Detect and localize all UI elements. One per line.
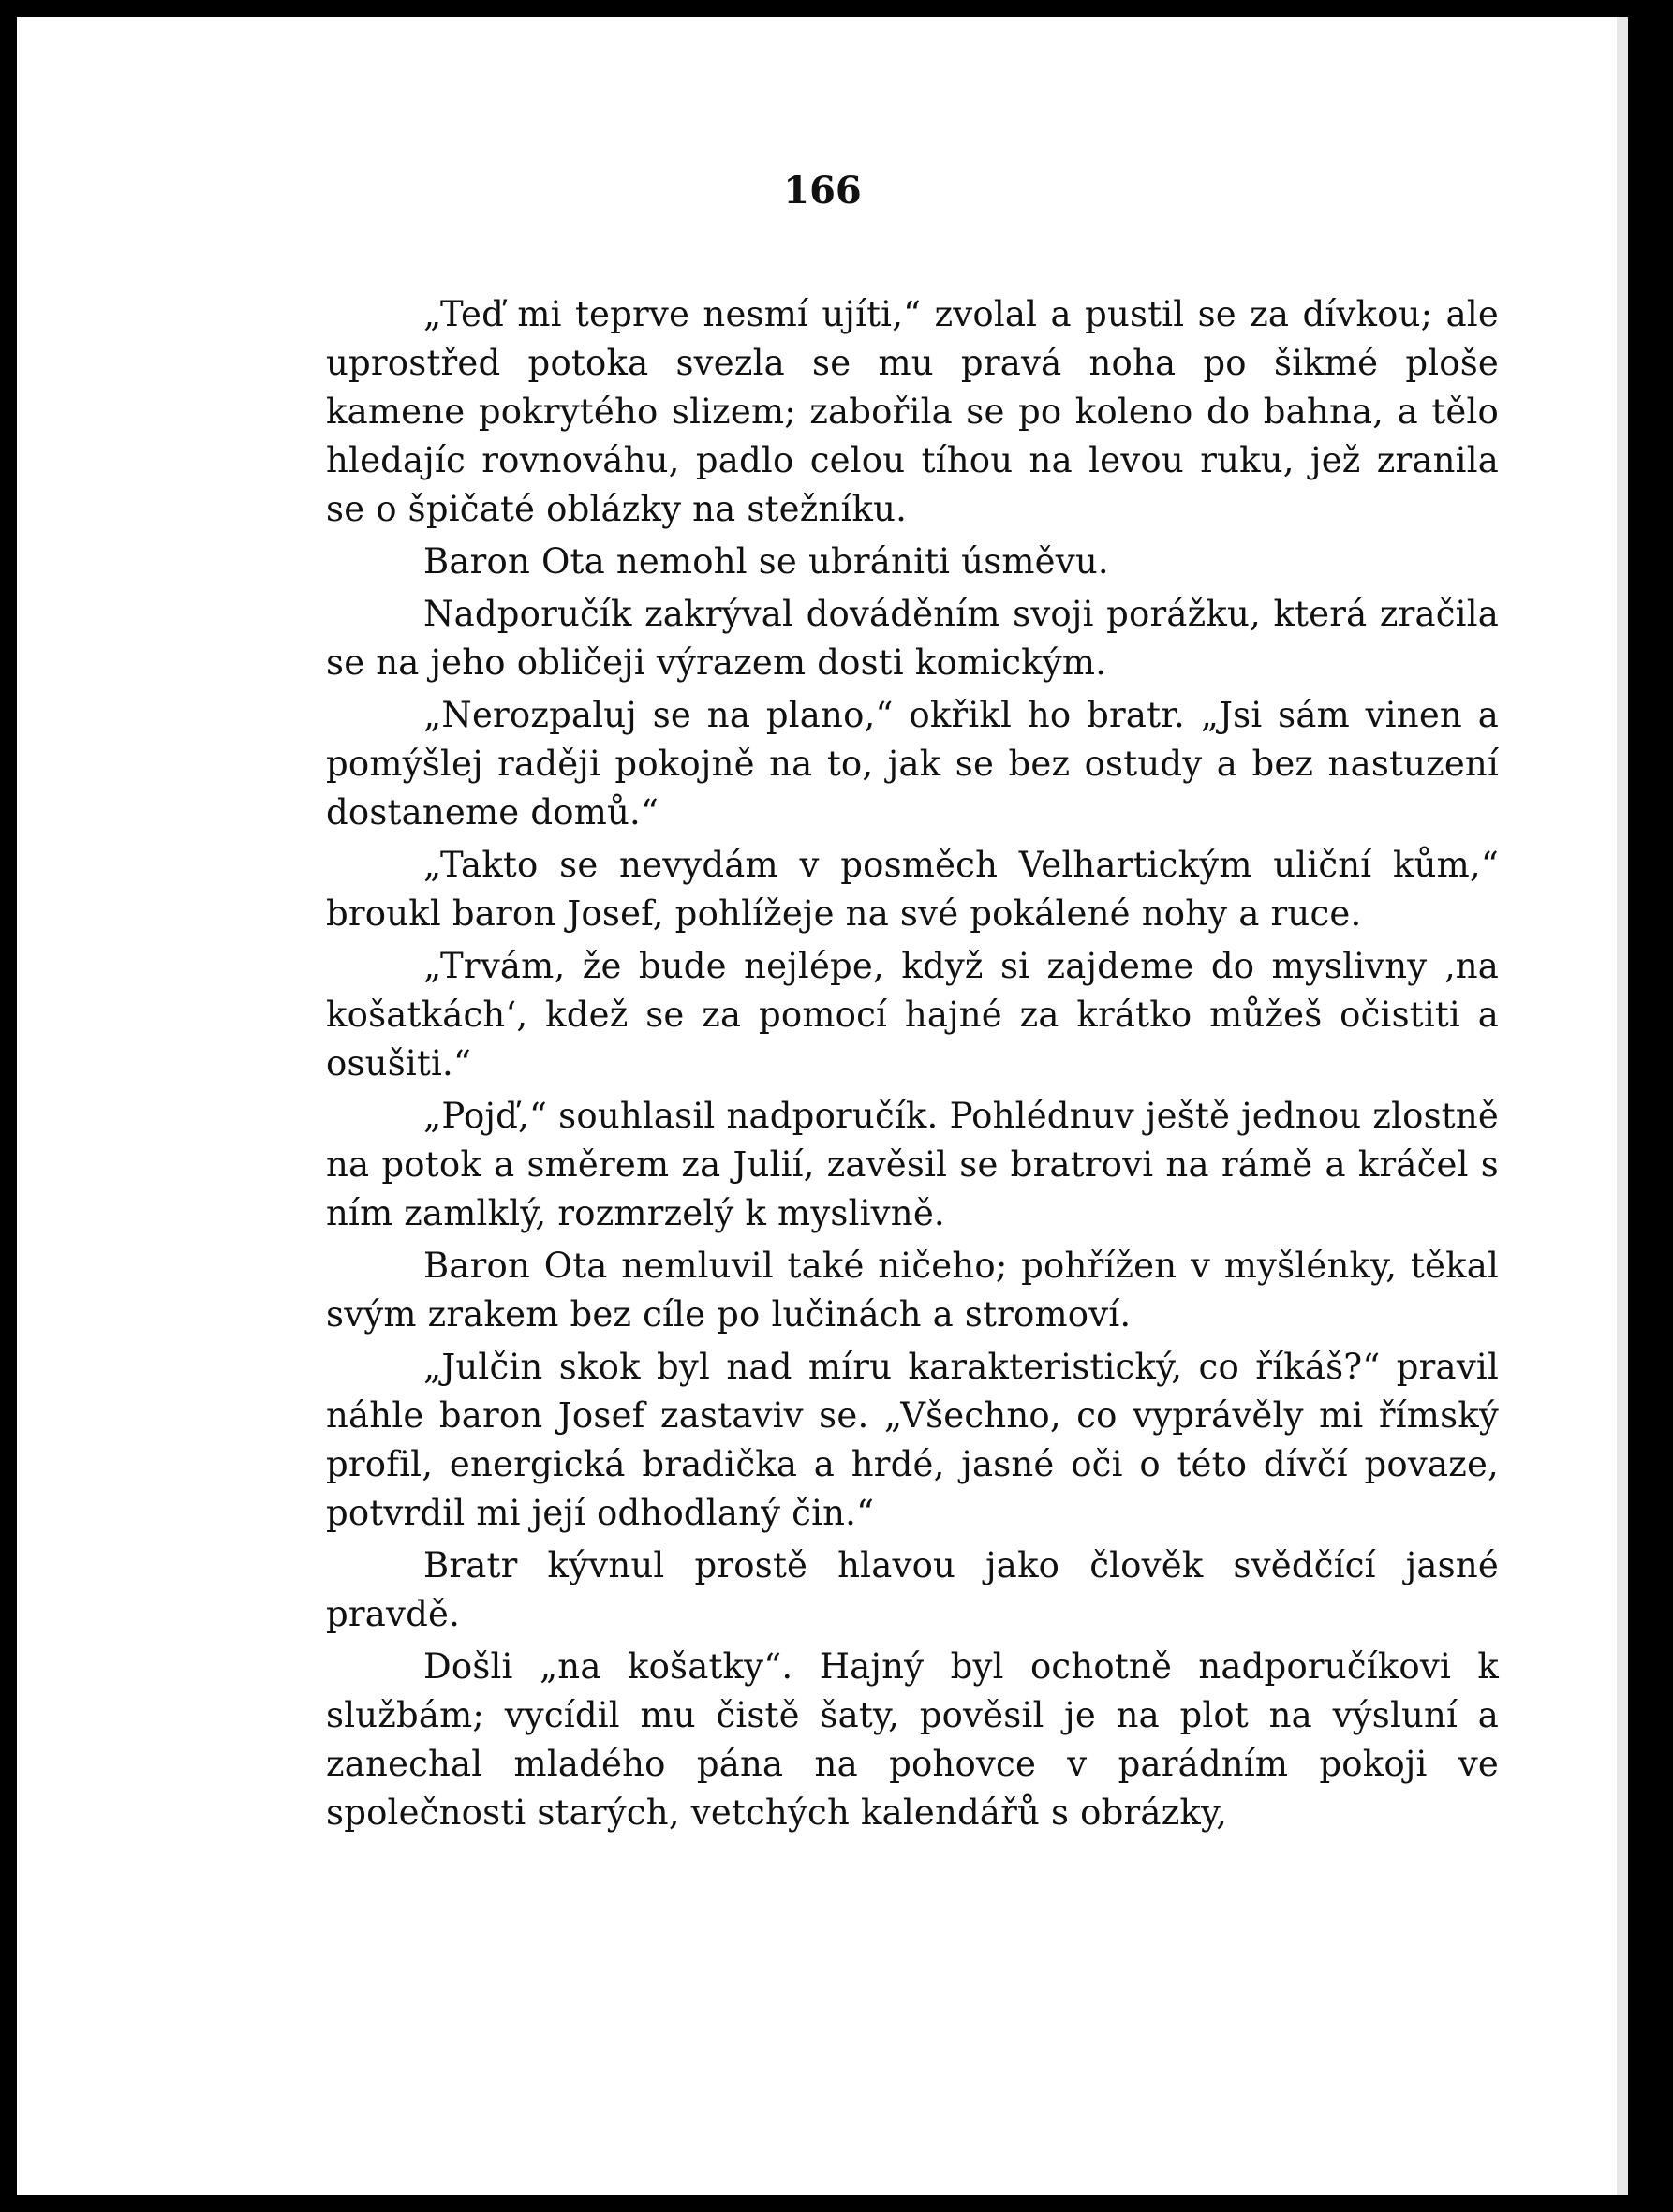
paragraph: „Nerozpaluj se na plano,“ okřikl ho bratr. „Jsi sám vinen a pomýšlej raději pokojně na to, jak se bez ostudy a bez nastuzení dostaneme domů.“ xyxy=(326,695,1499,833)
paragraph: Baron Ota nemluvil také ničeho; pohřížen v myšlénky, těkal svým zrakem bez cíle po lučinách a stromoví. xyxy=(326,1246,1499,1335)
paragraph: „Trvám, že bude nejlépe, když si zajdeme do myslivny ‚na košatkách‘, kdež se za pomocí hajné za krátko můžeš očistiti a osušiti.“ xyxy=(326,946,1499,1084)
paragraph: „Teď mi teprve nesmí ujíti,“ zvolal a pustil se za dívkou; ale uprostřed potoka svezla se mu pravá noha po šikmé ploše kamene pokrytého slizem; zabořila se po koleno do bahna, a tělo hledajíc rovnováhu, padlo celou tíhou na levou ruku, jež zranila se o špičaté oblázky na stežníku. xyxy=(326,294,1499,529)
paragraph: Baron Ota nemohl se ubrániti úsměvu. xyxy=(423,541,1109,582)
page-text-body xyxy=(326,290,1499,1837)
paragraph: „Pojď,“ souhlasil nadporučík. Pohlédnuv ještě jednou zlostně na potok a směrem za Julií, zavěsil se bratrovi na rámě a kráčel s ním zamlklý, rozmrzelý k myslivně. xyxy=(326,1096,1499,1233)
paragraph: „Julčin skok byl nad míru karakteristický, co říkáš?“ pravil náhle baron Josef zastaviv se. „Všechno, co vyprávěly mi římský profil, energická bradička a hrdé, jasné oči o této dívčí povaze, potvrdil mi její odhodlaný čin.“ xyxy=(326,1347,1499,1533)
paragraph: Došli „na košatky“. Hajný byl ochotně nadporučíkovi k službám; vycídil mu čistě šaty, pověsil je na plot na výsluní a zanechal mladého pána na pohovce v parádním pokoji ve společnosti starých, vetchých kalendářů s obrázky, xyxy=(326,1646,1499,1833)
page-number: 166 xyxy=(783,169,862,213)
paragraph: Nadporučík zakrýval dováděním svoji porážku, která zračila se na jeho obličeji výrazem dosti komickým. xyxy=(326,594,1499,683)
paragraph: „Takto se nevydám v posměch Velhartickým uliční kům,“ broukl baron Josef, pohlížeje na své pokálené nohy a ruce. xyxy=(326,845,1499,934)
book-page xyxy=(17,17,1628,2195)
page-gutter-shadow xyxy=(1617,17,1628,2195)
paragraph: Bratr kývnul prostě hlavou jako člověk svědčící jasné pravdě. xyxy=(326,1545,1499,1634)
